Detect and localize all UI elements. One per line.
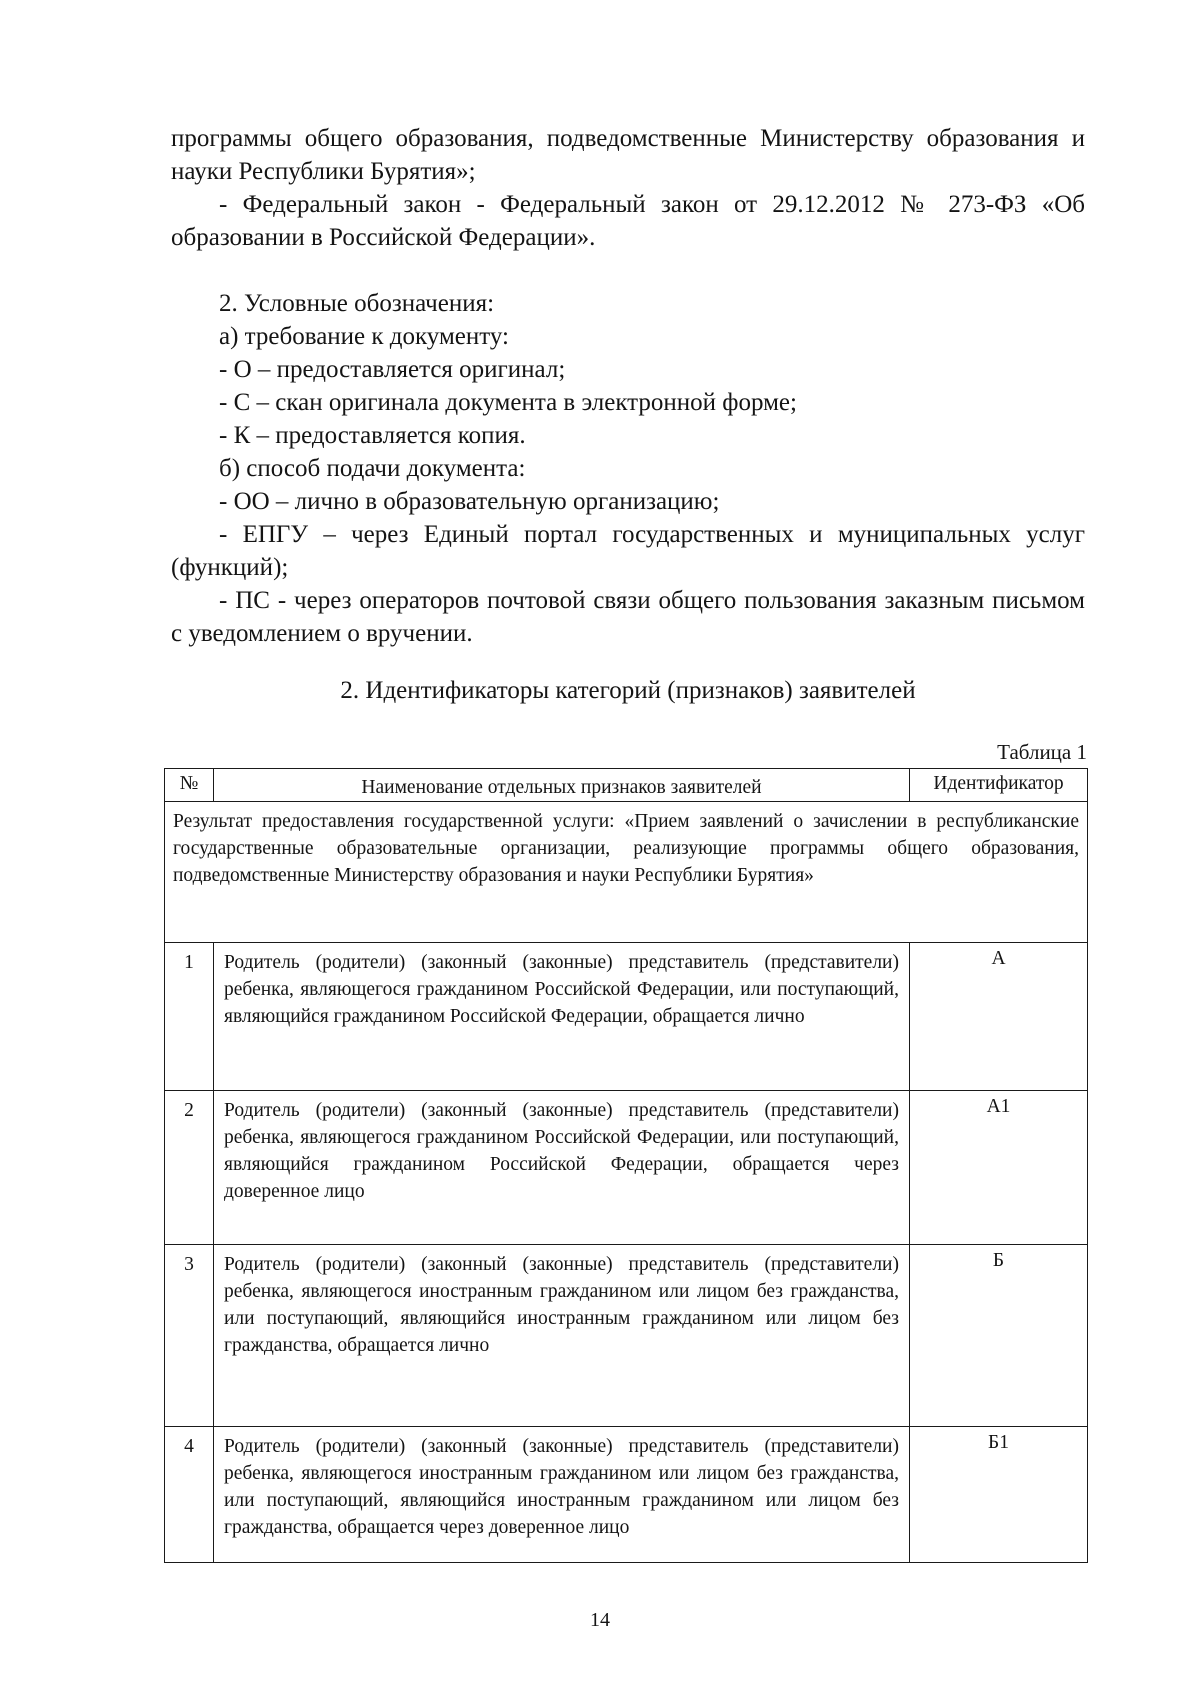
- header-name: Наименование отдельных признаков заявителей: [214, 769, 910, 802]
- row-description: Родитель (родители) (законный (законные) представитель (представители) ребенка, являющегося гражданином Российской Федерации, или поступающий, являющийся гражданином Российской Федерации, обращается лично: [214, 943, 910, 1091]
- legend-item: - О – предоставляется оригинал;: [219, 356, 566, 383]
- applicant-categories-table: [164, 768, 1088, 1563]
- legend-section-b-title: б) способ подачи документа:: [219, 455, 526, 482]
- body-text: [171, 122, 1085, 650]
- table-header-row: [165, 769, 1088, 802]
- row-description: Родитель (родители) (законный (законные) представитель (представители) ребенка, являющегося гражданином Российской Федерации, или поступающий, являющийся гражданином Российской Федерации, обращается через доверенное лицо: [214, 1091, 910, 1245]
- row-number: 3: [165, 1245, 214, 1427]
- legend-section-a-title: а) требование к документу:: [219, 323, 509, 350]
- row-identifier: Б: [910, 1245, 1088, 1427]
- section-title: 2. Идентификаторы категорий (признаков) заявителей: [340, 677, 916, 704]
- legend-item: - К – предоставляется копия.: [219, 422, 526, 449]
- paragraph-continuation: программы общего образования, подведомственные Министерству образования и науки Республики Бурятия»;: [171, 125, 1085, 185]
- legend-item: - ПС - через операторов почтовой связи общего пользования заказным письмом с уведомлением о вручении.: [171, 587, 1085, 647]
- table-row: [165, 943, 1088, 1091]
- table-row: [165, 1245, 1088, 1427]
- header-number: №: [165, 769, 214, 802]
- row-identifier: Б1: [910, 1427, 1088, 1563]
- row-number: 1: [165, 943, 214, 1091]
- page-number: 14: [590, 1609, 610, 1631]
- header-identifier: Идентификатор: [910, 769, 1088, 802]
- row-identifier: А1: [910, 1091, 1088, 1245]
- legend-title: 2. Условные обозначения:: [219, 290, 495, 317]
- row-identifier: А: [910, 943, 1088, 1091]
- legend-item: - ЕПГУ – через Единый портал государственных и муниципальных услуг (функций);: [171, 521, 1085, 581]
- row-number: 2: [165, 1091, 214, 1245]
- paragraph-federal-law: - Федеральный закон - Федеральный закон от 29.12.2012 № 273-ФЗ «Об образовании в Российской Федерации».: [171, 191, 1085, 251]
- table-row: [165, 1427, 1088, 1563]
- table-row: [165, 1091, 1088, 1245]
- table-row-result: [165, 802, 1088, 943]
- table-label: Таблица 1: [997, 740, 1087, 764]
- row-description: Родитель (родители) (законный (законные) представитель (представители) ребенка, являющегося иностранным гражданином или лицом без гражданства, или поступающий, являющийся иностранным гражданином или лицом без гражданства, обращается лично: [214, 1245, 910, 1427]
- legend-item: - ОО – лично в образовательную организацию;: [219, 488, 720, 515]
- row-description: Родитель (родители) (законный (законные) представитель (представители) ребенка, являющегося иностранным гражданином или лицом без гражданства, или поступающий, являющийся иностранным гражданином или лицом без гражданства, обращается через доверенное лицо: [214, 1427, 910, 1563]
- service-result-cell: Результат предоставления государственной услуги: «Прием заявлений о зачислении в республиканские государственные образовательные организации, реализующие программы общего образования, подведомственные Министерству образования и науки Республики Бурятия»: [165, 802, 1088, 943]
- legend-item: - С – скан оригинала документа в электронной форме;: [219, 389, 797, 416]
- row-number: 4: [165, 1427, 214, 1563]
